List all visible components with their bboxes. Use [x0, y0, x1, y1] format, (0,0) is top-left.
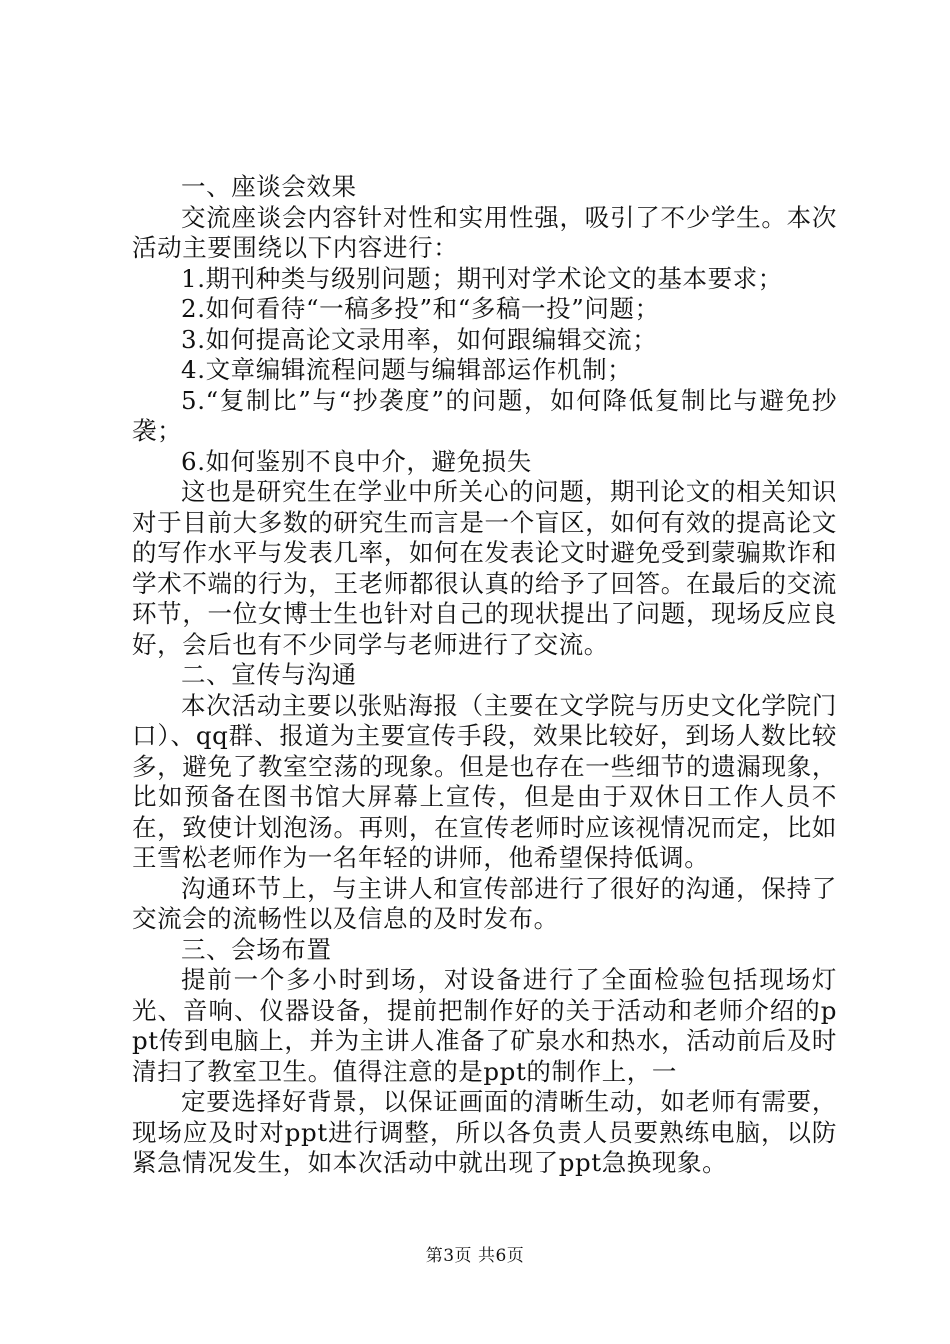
paragraph-venue-prep: 提前一个多小时到场，对设备进行了全面检验包括现场灯光、音响、仪器设备，提前把制作好的关于活动和老师介绍的ppt传到电脑上，并为主讲人准备了矿泉水和热水，活动前后及时清扫了教室卫生。值得注意的是ppt的制作上，一	[132, 965, 837, 1086]
paragraph-venue-ppt: 定要选择好背景，以保证画面的清晰生动，如老师有需要，现场应及时对ppt进行调整，所以各负责人员要熟练电脑，以防紧急情况发生，如本次活动中就出现了ppt急换现象。	[132, 1087, 837, 1177]
list-item-2: 2.如何看待“一稿多投”和“多稿一投”问题；	[181, 294, 660, 323]
paragraph-publicity: 本次活动主要以张贴海报（主要在文学院与历史文化学院门口）、qq群、报道为主要宣传手段，效果比较好，到场人数比较多，避免了教室空荡的现象。但是也存在一些细节的遗漏现象，比如预备在图书馆大屏幕上宣传，但是由于双休日工作人员不在，致使计划泡汤。再则，在宣传老师时应该视情况而定，比如王雪松老师作为一名年轻的讲师，他希望保持低调。	[132, 690, 837, 872]
section-heading-publicity: 二、宣传与沟通	[181, 660, 357, 689]
paragraph-intro: 交流座谈会内容针对性和实用性强，吸引了不少学生。本次活动主要围绕以下内容进行：	[132, 202, 837, 262]
list-item-5: 5.“复制比”与“抄袭度”的问题，如何降低复制比与避免抄袭；	[132, 385, 837, 445]
paragraph-communication: 沟通环节上，与主讲人和宣传部进行了很好的沟通，保持了交流会的流畅性以及信息的及时发布。	[132, 873, 837, 933]
list-item-3: 3.如何提高论文录用率，如何跟编辑交流；	[181, 324, 658, 354]
list-item-1: 1.期刊种类与级别问题；期刊对学术论文的基本要求；	[181, 263, 783, 293]
paragraph-summary: 这也是研究生在学业中所关心的问题，期刊论文的相关知识对于目前大多数的研究生而言是一个盲区，如何有效的提高论文的写作水平与发表几率，如何在发表论文时避免受到蒙骗欺诈和学术不端的行为，王老师都很认真的给予了回答。在最后的交流环节，一位女博士生也针对自己的现状提出了问题，现场反应良好，会后也有不少同学与老师进行了交流。	[132, 477, 837, 659]
list-item-4: 4.文章编辑流程问题与编辑部运作机制；	[181, 355, 633, 384]
document-body	[132, 172, 837, 1179]
section-heading-effect: 一、座谈会效果	[181, 172, 357, 201]
section-heading-venue: 三、会场布置	[181, 934, 332, 964]
list-item-6: 6.如何鉴别不良中介，避免损失	[181, 446, 532, 476]
page-number-footer: 第3页 共6页	[425, 1246, 525, 1266]
